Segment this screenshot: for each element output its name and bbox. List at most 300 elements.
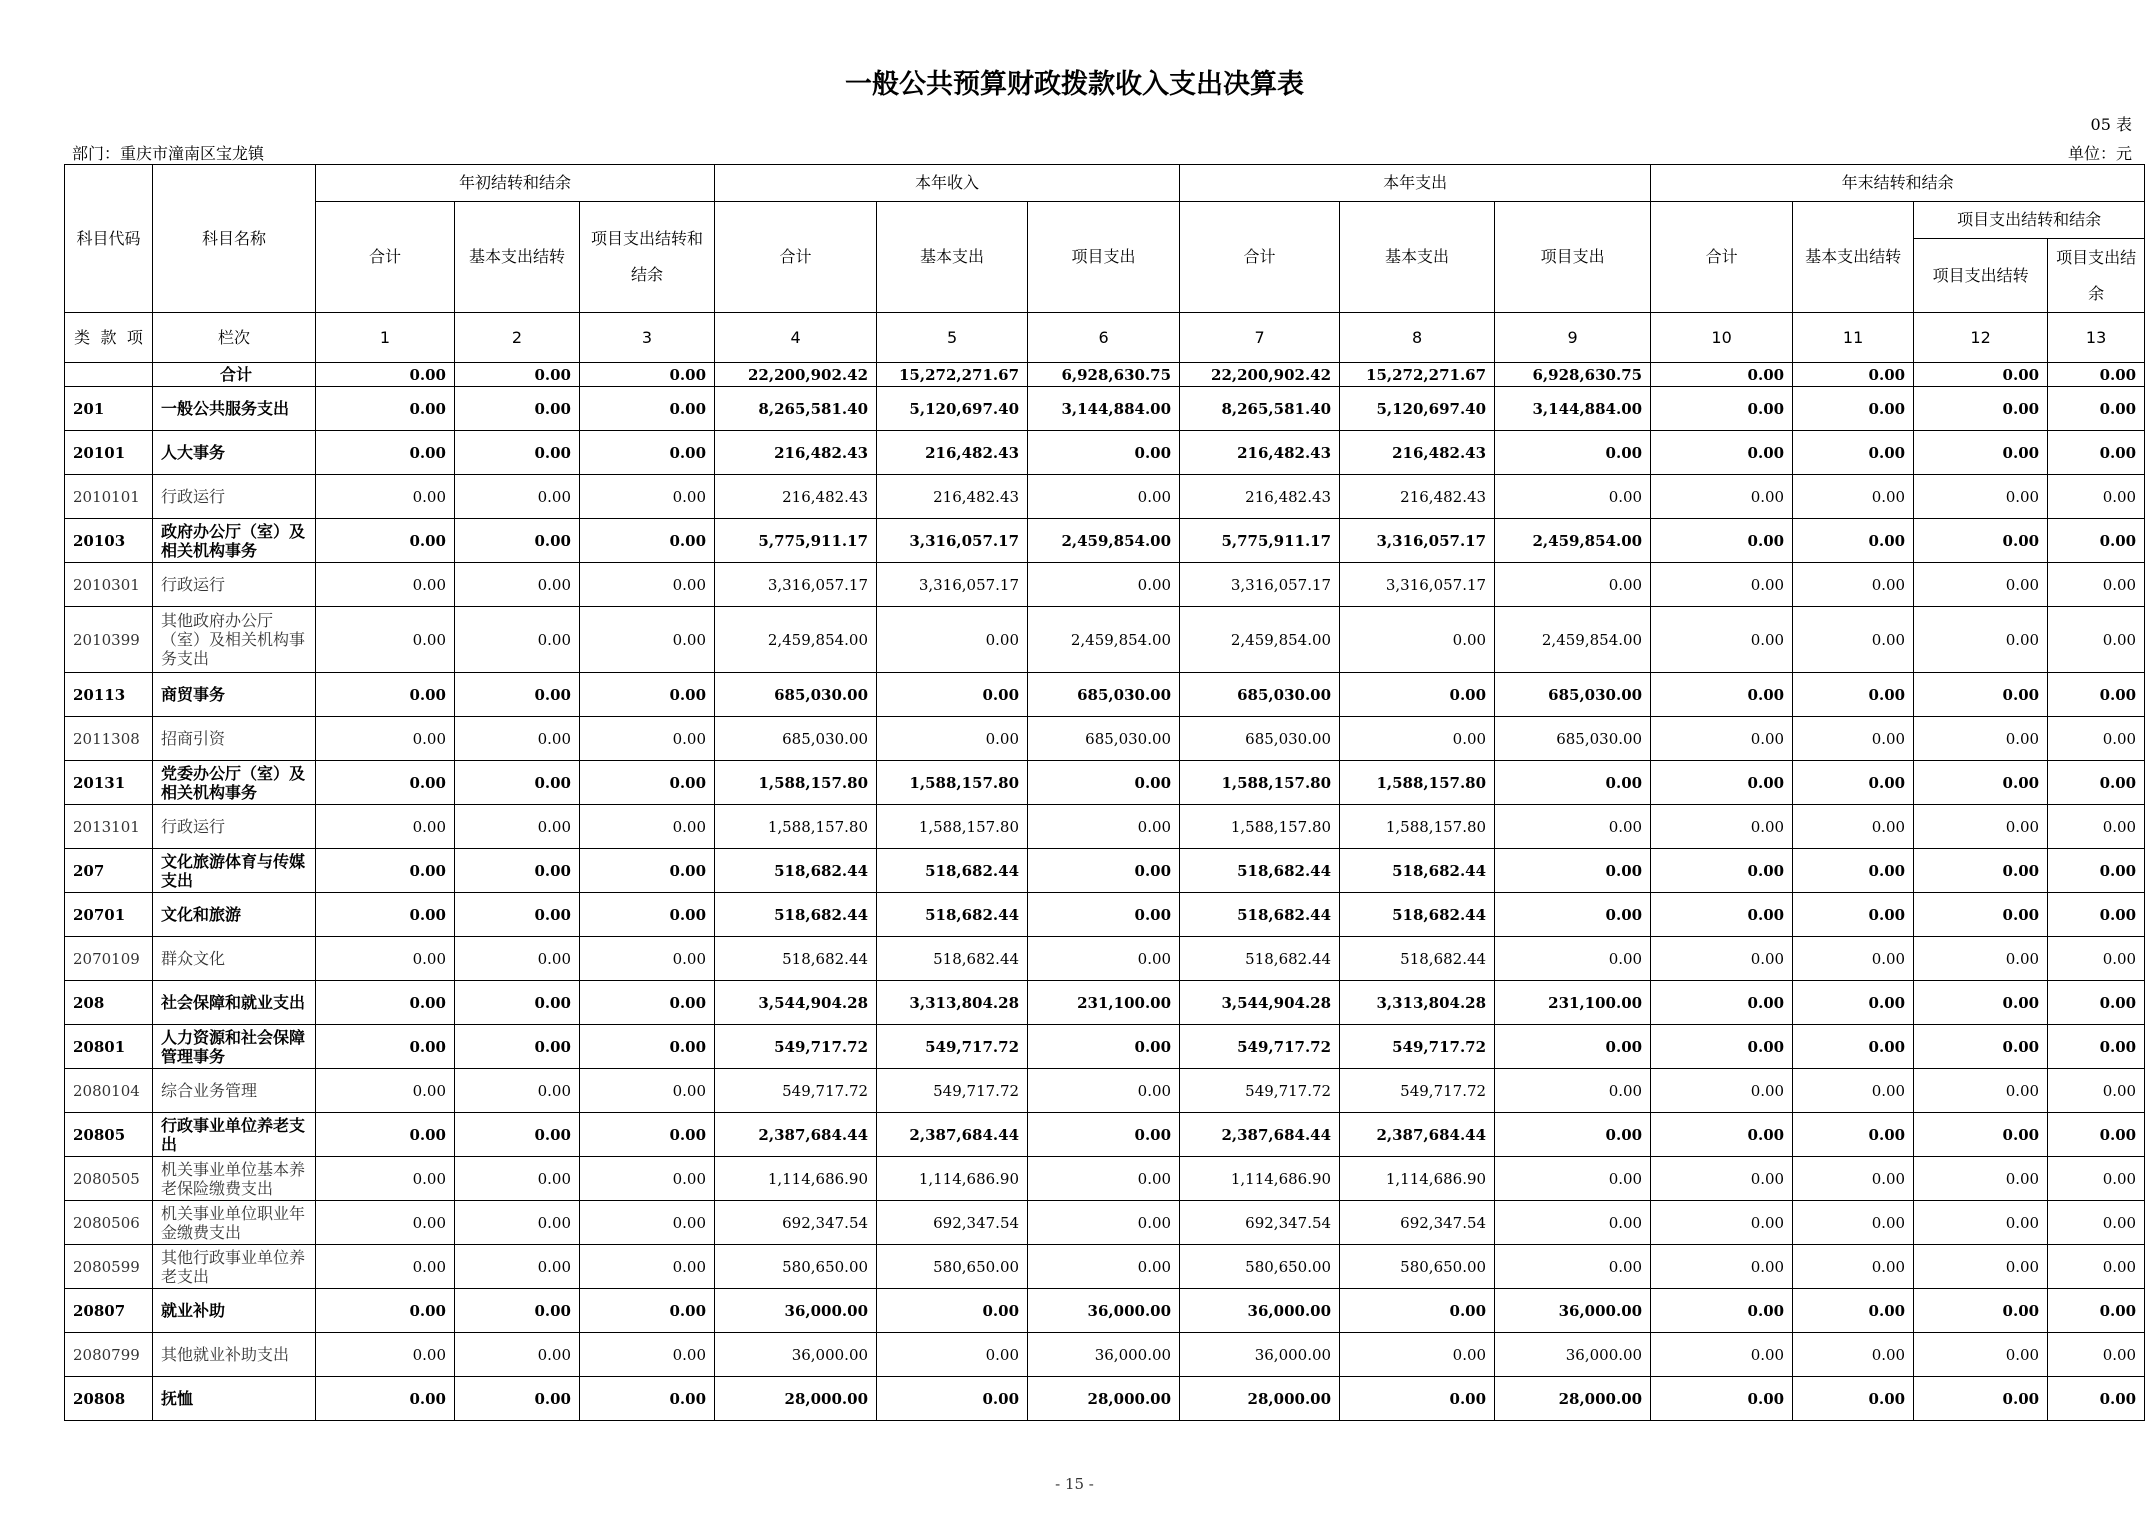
row-value: 0.00: [1028, 563, 1180, 607]
row-value: 1,588,157.80: [1340, 805, 1495, 849]
row-value: 0.00: [2048, 387, 2145, 431]
row-value: 549,717.72: [1180, 1069, 1340, 1113]
page-number: - 15 -: [1055, 1475, 1094, 1493]
row-value: 0.00: [1793, 519, 1914, 563]
row-value: 216,482.43: [715, 431, 877, 475]
row-value: 0.00: [316, 1157, 455, 1201]
row-value: 0.00: [1793, 363, 1914, 387]
row-value: 0.00: [1914, 1025, 2048, 1069]
row-code: 20113: [65, 673, 153, 717]
row-value: 0.00: [455, 937, 580, 981]
row-value: 0.00: [1495, 1201, 1651, 1245]
row-value: 1,114,686.90: [1180, 1157, 1340, 1201]
department-label: 部门：重庆市潼南区宝龙镇: [72, 144, 265, 163]
row-name: 行政事业单位养老支出: [153, 1113, 316, 1157]
row-name: 社会保障和就业支出: [153, 981, 316, 1025]
row-name: 行政运行: [153, 475, 316, 519]
row-value: 0.00: [1651, 673, 1793, 717]
header-group-income: 本年收入: [715, 165, 1180, 202]
row-value: 231,100.00: [1028, 981, 1180, 1025]
row-value: 549,717.72: [1340, 1069, 1495, 1113]
row-value: 0.00: [1793, 849, 1914, 893]
row-value: 0.00: [580, 893, 715, 937]
row-code: 20805: [65, 1113, 153, 1157]
row-value: 0.00: [580, 937, 715, 981]
row-value: 0.00: [455, 761, 580, 805]
row-value: 8,265,581.40: [715, 387, 877, 431]
row-value: 3,316,057.17: [877, 519, 1028, 563]
row-value: 0.00: [1914, 1289, 2048, 1333]
row-value: 0.00: [1793, 1157, 1914, 1201]
row-value: 216,482.43: [715, 475, 877, 519]
row-value: 0.00: [1340, 1377, 1495, 1421]
row-value: 0.00: [1793, 761, 1914, 805]
row-value: 3,316,057.17: [1340, 563, 1495, 607]
row-value: 0.00: [877, 673, 1028, 717]
row-name: 综合业务管理: [153, 1069, 316, 1113]
row-name: 其他就业补助支出: [153, 1333, 316, 1377]
row-code: 2010301: [65, 563, 153, 607]
header-proj-carry-4: 项目支出结转: [1914, 239, 2048, 313]
row-value: 0.00: [1651, 1025, 1793, 1069]
row-value: 0.00: [1651, 1201, 1793, 1245]
row-value: 1,114,686.90: [715, 1157, 877, 1201]
row-value: 0.00: [2048, 1245, 2145, 1289]
row-value: 0.00: [1028, 1157, 1180, 1201]
row-value: 0.00: [1651, 363, 1793, 387]
row-value: 28,000.00: [1180, 1377, 1340, 1421]
table-row: [65, 475, 2145, 519]
row-value: 685,030.00: [715, 673, 877, 717]
row-value: 5,775,911.17: [1180, 519, 1340, 563]
row-value: 5,120,697.40: [1340, 387, 1495, 431]
row-value: 0.00: [2048, 849, 2145, 893]
row-value: 0.00: [1028, 761, 1180, 805]
row-value: 0.00: [1914, 1113, 2048, 1157]
row-value: 6,928,630.75: [1495, 363, 1651, 387]
col-no: 5: [877, 313, 1028, 363]
row-value: 0.00: [1651, 519, 1793, 563]
row-value: 0.00: [1651, 1377, 1793, 1421]
row-value: 3,544,904.28: [715, 981, 877, 1025]
row-value: 0.00: [1028, 1113, 1180, 1157]
row-value: 2,459,854.00: [1028, 519, 1180, 563]
row-value: 0.00: [580, 1377, 715, 1421]
row-value: 36,000.00: [1028, 1333, 1180, 1377]
row-value: 685,030.00: [1028, 717, 1180, 761]
row-code: 2080104: [65, 1069, 153, 1113]
row-value: 0.00: [455, 387, 580, 431]
row-value: 692,347.54: [1340, 1201, 1495, 1245]
row-name: 文化和旅游: [153, 893, 316, 937]
header-code: 科目代码: [65, 165, 153, 313]
row-value: 0.00: [580, 1289, 715, 1333]
table-row: [65, 849, 2145, 893]
row-value: 0.00: [1028, 1245, 1180, 1289]
row-value: 1,588,157.80: [715, 761, 877, 805]
header-lanci: 栏次: [153, 313, 316, 363]
budget-table: [64, 164, 2145, 1421]
row-value: 36,000.00: [1495, 1289, 1651, 1333]
row-value: 0.00: [1914, 431, 2048, 475]
row-value: 216,482.43: [877, 431, 1028, 475]
row-value: 0.00: [1651, 761, 1793, 805]
row-value: 3,313,804.28: [1340, 981, 1495, 1025]
row-value: 0.00: [455, 717, 580, 761]
row-value: 0.00: [455, 519, 580, 563]
row-value: 0.00: [2048, 1157, 2145, 1201]
row-value: 1,114,686.90: [877, 1157, 1028, 1201]
page-title: 一般公共预算财政拨款收入支出决算表: [845, 69, 1304, 100]
row-value: 580,650.00: [1180, 1245, 1340, 1289]
table-row: [65, 1069, 2145, 1113]
row-value: 0.00: [2048, 563, 2145, 607]
row-value: 0.00: [1793, 1201, 1914, 1245]
row-value: 0.00: [1340, 607, 1495, 673]
row-value: 0.00: [1793, 981, 1914, 1025]
row-value: 0.00: [455, 981, 580, 1025]
row-value: 36,000.00: [1180, 1333, 1340, 1377]
row-code: 20103: [65, 519, 153, 563]
row-value: 0.00: [455, 673, 580, 717]
row-value: 0.00: [580, 849, 715, 893]
row-value: 0.00: [2048, 1201, 2145, 1245]
row-value: 0.00: [580, 607, 715, 673]
row-name: 党委办公厅（室）及相关机构事务: [153, 761, 316, 805]
row-value: 0.00: [877, 717, 1028, 761]
row-value: 0.00: [1495, 563, 1651, 607]
row-name: 机关事业单位基本养老保险缴费支出: [153, 1157, 316, 1201]
row-value: 685,030.00: [1180, 673, 1340, 717]
row-value: 0.00: [580, 1069, 715, 1113]
row-value: 0.00: [2048, 673, 2145, 717]
header-total-2: 合计: [715, 202, 877, 313]
row-name: 一般公共服务支出: [153, 387, 316, 431]
row-code: 2010399: [65, 607, 153, 673]
row-value: 36,000.00: [715, 1289, 877, 1333]
row-code: [65, 363, 153, 387]
row-value: 28,000.00: [715, 1377, 877, 1421]
header-proj-surplus-4: 项目支出结余: [2048, 239, 2145, 313]
row-value: 216,482.43: [1340, 431, 1495, 475]
row-name: 政府办公厅（室）及相关机构事务: [153, 519, 316, 563]
row-value: 685,030.00: [1495, 717, 1651, 761]
row-value: 0.00: [580, 387, 715, 431]
row-value: 0.00: [1793, 893, 1914, 937]
row-value: 216,482.43: [877, 475, 1028, 519]
header-proj-exp-3: 项目支出: [1495, 202, 1651, 313]
row-value: 0.00: [2048, 519, 2145, 563]
row-value: 0.00: [1495, 475, 1651, 519]
row-value: 549,717.72: [715, 1069, 877, 1113]
row-value: 0.00: [1914, 607, 2048, 673]
row-value: 0.00: [2048, 1113, 2145, 1157]
row-value: 0.00: [1793, 805, 1914, 849]
row-value: 0.00: [2048, 805, 2145, 849]
row-value: 0.00: [580, 563, 715, 607]
row-value: 518,682.44: [1340, 893, 1495, 937]
row-name: 群众文化: [153, 937, 316, 981]
row-value: 0.00: [316, 1245, 455, 1289]
row-value: 0.00: [1651, 937, 1793, 981]
row-value: 0.00: [455, 1157, 580, 1201]
row-value: 549,717.72: [877, 1069, 1028, 1113]
row-value: 2,387,684.44: [1340, 1113, 1495, 1157]
row-value: 0.00: [580, 1025, 715, 1069]
row-value: 0.00: [455, 475, 580, 519]
row-value: 0.00: [877, 607, 1028, 673]
row-value: 0.00: [1651, 1289, 1793, 1333]
row-value: 0.00: [2048, 1025, 2145, 1069]
row-value: 2,459,854.00: [1495, 607, 1651, 673]
row-value: 0.00: [316, 761, 455, 805]
row-value: 0.00: [1028, 849, 1180, 893]
row-value: 0.00: [1793, 1289, 1914, 1333]
row-value: 0.00: [1914, 387, 2048, 431]
header-kuan: 款: [100, 327, 117, 347]
row-value: 0.00: [1651, 475, 1793, 519]
row-name: 人大事务: [153, 431, 316, 475]
row-value: 0.00: [580, 431, 715, 475]
row-value: 0.00: [1793, 563, 1914, 607]
header-basic-carry-1: 基本支出结转: [455, 202, 580, 313]
row-value: 0.00: [1914, 363, 2048, 387]
row-name: 机关事业单位职业年金缴费支出: [153, 1201, 316, 1245]
row-value: 0.00: [1495, 1113, 1651, 1157]
row-value: 0.00: [1793, 431, 1914, 475]
row-value: 0.00: [2048, 937, 2145, 981]
table-row: [65, 1157, 2145, 1201]
row-value: 216,482.43: [1180, 431, 1340, 475]
col-no: 6: [1028, 313, 1180, 363]
col-no: 11: [1793, 313, 1914, 363]
row-value: 518,682.44: [1180, 849, 1340, 893]
row-value: 0.00: [316, 431, 455, 475]
header-proj-carry-surplus-1: 项目支出结转和结余: [580, 202, 715, 313]
row-value: 0.00: [1651, 893, 1793, 937]
row-value: 0.00: [1651, 981, 1793, 1025]
row-value: 0.00: [316, 673, 455, 717]
row-value: 8,265,581.40: [1180, 387, 1340, 431]
row-value: 0.00: [1651, 1157, 1793, 1201]
table-row: [65, 387, 2145, 431]
row-name: 就业补助: [153, 1289, 316, 1333]
col-no: 13: [2048, 313, 2145, 363]
table-row: [65, 981, 2145, 1025]
row-value: 0.00: [1495, 849, 1651, 893]
row-value: 5,775,911.17: [715, 519, 877, 563]
row-value: 3,544,904.28: [1180, 981, 1340, 1025]
table-row: [65, 893, 2145, 937]
col-no: 10: [1651, 313, 1793, 363]
row-value: 0.00: [1914, 717, 2048, 761]
row-value: 1,588,157.80: [715, 805, 877, 849]
row-value: 0.00: [580, 717, 715, 761]
row-value: 0.00: [1914, 1245, 2048, 1289]
row-value: 0.00: [1340, 673, 1495, 717]
row-value: 0.00: [1028, 937, 1180, 981]
col-no: 7: [1180, 313, 1340, 363]
row-value: 0.00: [2048, 1333, 2145, 1377]
row-value: 0.00: [316, 937, 455, 981]
row-value: 15,272,271.67: [877, 363, 1028, 387]
row-value: 692,347.54: [715, 1201, 877, 1245]
row-value: 0.00: [1495, 761, 1651, 805]
row-value: 28,000.00: [1028, 1377, 1180, 1421]
table-row: [65, 1377, 2145, 1421]
row-name: 行政运行: [153, 805, 316, 849]
row-value: 692,347.54: [1180, 1201, 1340, 1245]
row-value: 0.00: [1914, 1069, 2048, 1113]
form-number: 05 表: [2090, 115, 2132, 134]
row-value: 216,482.43: [1180, 475, 1340, 519]
row-value: 1,588,157.80: [877, 761, 1028, 805]
row-value: 0.00: [1793, 673, 1914, 717]
row-value: 0.00: [580, 363, 715, 387]
row-value: 0.00: [1793, 1025, 1914, 1069]
row-value: 0.00: [455, 363, 580, 387]
row-value: 518,682.44: [1340, 849, 1495, 893]
table-row: [65, 937, 2145, 981]
row-value: 0.00: [2048, 1069, 2145, 1113]
row-value: 0.00: [1340, 1289, 1495, 1333]
header-lei: 类: [74, 327, 91, 347]
row-value: 685,030.00: [715, 717, 877, 761]
row-value: 3,316,057.17: [715, 563, 877, 607]
row-value: 0.00: [455, 1025, 580, 1069]
row-value: 0.00: [1651, 1333, 1793, 1377]
col-no: 8: [1340, 313, 1495, 363]
header-group-opening: 年初结转和结余: [316, 165, 715, 202]
row-value: 231,100.00: [1495, 981, 1651, 1025]
row-value: 0.00: [1028, 893, 1180, 937]
row-value: 0.00: [1651, 1069, 1793, 1113]
row-value: 2,387,684.44: [1180, 1113, 1340, 1157]
table-row: [65, 1113, 2145, 1157]
row-value: 0.00: [1495, 937, 1651, 981]
row-value: 0.00: [2048, 981, 2145, 1025]
header-total-1: 合计: [316, 202, 455, 313]
row-value: 0.00: [1028, 805, 1180, 849]
table-row: [65, 717, 2145, 761]
row-value: 0.00: [455, 1245, 580, 1289]
row-value: 0.00: [316, 1201, 455, 1245]
row-value: 0.00: [1495, 893, 1651, 937]
header-proj-exp-2: 项目支出: [1028, 202, 1180, 313]
row-value: 0.00: [455, 1377, 580, 1421]
row-value: 0.00: [1028, 1201, 1180, 1245]
row-value: 0.00: [455, 1333, 580, 1377]
row-value: 518,682.44: [877, 849, 1028, 893]
row-value: 1,588,157.80: [1180, 761, 1340, 805]
row-value: 0.00: [2048, 1289, 2145, 1333]
row-value: 580,650.00: [1340, 1245, 1495, 1289]
row-value: 0.00: [1651, 849, 1793, 893]
row-value: 0.00: [1914, 1201, 2048, 1245]
row-value: 0.00: [1914, 563, 2048, 607]
row-value: 0.00: [1793, 387, 1914, 431]
row-value: 0.00: [2048, 761, 2145, 805]
row-value: 0.00: [455, 1113, 580, 1157]
row-value: 0.00: [1793, 1377, 1914, 1421]
row-value: 0.00: [2048, 1377, 2145, 1421]
row-value: 0.00: [1495, 1025, 1651, 1069]
row-value: 0.00: [2048, 431, 2145, 475]
header-basic-exp-2: 基本支出: [877, 202, 1028, 313]
row-value: 5,120,697.40: [877, 387, 1028, 431]
row-value: 0.00: [1651, 607, 1793, 673]
row-value: 0.00: [455, 607, 580, 673]
row-value: 3,313,804.28: [877, 981, 1028, 1025]
header-name: 科目名称: [153, 165, 316, 313]
row-value: 0.00: [316, 1113, 455, 1157]
col-no: 1: [316, 313, 455, 363]
row-value: 0.00: [580, 805, 715, 849]
row-value: 6,928,630.75: [1028, 363, 1180, 387]
table-row: [65, 607, 2145, 673]
row-code: 207: [65, 849, 153, 893]
row-value: 0.00: [316, 475, 455, 519]
row-value: 0.00: [455, 1201, 580, 1245]
row-value: 0.00: [1793, 1333, 1914, 1377]
row-code: 201: [65, 387, 153, 431]
row-name: 文化旅游体育与传媒支出: [153, 849, 316, 893]
row-name: 招商引资: [153, 717, 316, 761]
row-value: 0.00: [1914, 1333, 2048, 1377]
table-row: [65, 1201, 2145, 1245]
row-value: 2,387,684.44: [715, 1113, 877, 1157]
row-value: 0.00: [316, 519, 455, 563]
table-row: [65, 363, 2145, 387]
row-code: 2010101: [65, 475, 153, 519]
row-value: 518,682.44: [877, 937, 1028, 981]
header-group-closing: 年末结转和结余: [1651, 165, 2145, 202]
row-value: 0.00: [455, 563, 580, 607]
row-value: 3,316,057.17: [877, 563, 1028, 607]
row-value: 549,717.72: [1180, 1025, 1340, 1069]
row-value: 0.00: [1914, 1157, 2048, 1201]
row-code: 2080506: [65, 1201, 153, 1245]
row-value: 0.00: [580, 1157, 715, 1201]
row-value: 549,717.72: [715, 1025, 877, 1069]
row-value: 2,387,684.44: [877, 1113, 1028, 1157]
col-no: 3: [580, 313, 715, 363]
row-value: 22,200,902.42: [1180, 363, 1340, 387]
row-value: 0.00: [1914, 849, 2048, 893]
row-value: 2,459,854.00: [715, 607, 877, 673]
row-value: 0.00: [316, 1333, 455, 1377]
row-value: 15,272,271.67: [1340, 363, 1495, 387]
row-value: 1,588,157.80: [877, 805, 1028, 849]
row-value: 0.00: [877, 1333, 1028, 1377]
row-name: 其他政府办公厅（室）及相关机构事务支出: [153, 607, 316, 673]
row-code: 2013101: [65, 805, 153, 849]
row-value: 36,000.00: [1180, 1289, 1340, 1333]
row-value: 22,200,902.42: [715, 363, 877, 387]
row-value: 0.00: [1793, 937, 1914, 981]
header-total-4: 合计: [1651, 202, 1793, 313]
row-value: 0.00: [1793, 717, 1914, 761]
row-value: 0.00: [1914, 1377, 2048, 1421]
row-value: 0.00: [1028, 431, 1180, 475]
row-value: 1,588,157.80: [1340, 761, 1495, 805]
row-value: 518,682.44: [1180, 893, 1340, 937]
col-no: 9: [1495, 313, 1651, 363]
row-value: 1,588,157.80: [1180, 805, 1340, 849]
row-value: 518,682.44: [715, 893, 877, 937]
row-value: 0.00: [316, 1025, 455, 1069]
header-lei-kuan-xiang: [65, 313, 153, 363]
